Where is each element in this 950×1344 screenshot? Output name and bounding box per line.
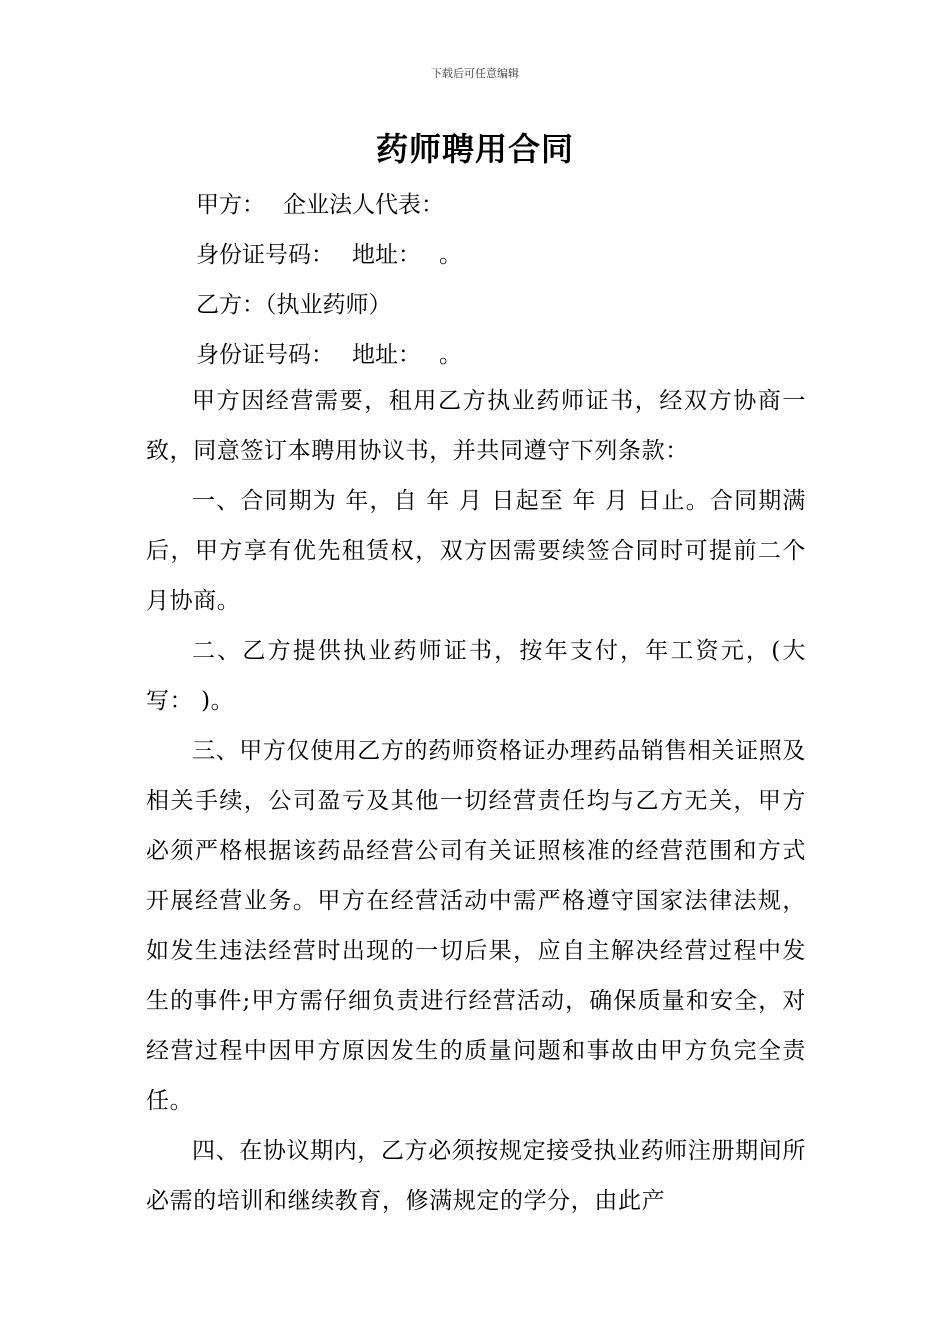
party-b-role: （执业药师） xyxy=(265,292,392,318)
party-info xyxy=(196,180,816,380)
party-a-id-label: 身份证号码： xyxy=(196,242,334,268)
party-a-id-line xyxy=(196,230,816,280)
party-b-label: 乙方： xyxy=(196,292,265,318)
document-title: 药师聘用合同 xyxy=(375,130,574,168)
intro-paragraph: 甲方因经营需要，租用乙方执业药师证书，经双方协商一致，同意签订本聘用协议书，并共同遵守下列条款： xyxy=(146,388,806,464)
clause-4-paragraph: 四、在协议期内，乙方必须按规定接受执业药师注册期间所必需的培训和继续教育，修满规定的学分，由此产 xyxy=(146,1138,806,1214)
party-b-id-end: 。 xyxy=(439,342,462,368)
party-a-rep-label: 企业法人代表： xyxy=(283,192,444,218)
clause-1-paragraph: 一、合同期为 年，自 年 月 日起至 年 月 日止。合同期满后，甲方享有优先租赁权，双方因需要续签合同时可提前二个月协商。 xyxy=(146,488,806,614)
party-a-line xyxy=(196,180,816,230)
contract-body xyxy=(146,376,806,1226)
party-b-id-line xyxy=(196,330,816,380)
party-b-address-label: 地址： xyxy=(352,342,421,368)
party-b-line xyxy=(196,280,816,330)
party-b-id-label: 身份证号码： xyxy=(196,342,334,368)
header-note: 下载后可任意编辑 xyxy=(431,67,519,80)
clause-3-paragraph: 三、甲方仅使用乙方的药师资格证办理药品销售相关证照及相关手续，公司盈亏及其他一切经营责任均与乙方无关，甲方必须严格根据该药品经营公司有关证照核准的经营范围和方式开展经营业务。甲方在经营活动中需严格遵守国家法律法规，如发生违法经营时出现的一切后果，应自主解决经营过程中发生的事件;甲方需仔细负责进行经营活动，确保质量和安全，对经营过程中因甲方原因发生的质量问题和事故由甲方负完全责任。 xyxy=(146,738,806,1114)
party-a-label: 甲方： xyxy=(196,192,265,218)
party-a-address-label: 地址： xyxy=(352,242,421,268)
party-a-id-end: 。 xyxy=(439,242,462,268)
clause-2-paragraph: 二、乙方提供执业药师证书，按年支付，年工资元，(大写： )。 xyxy=(146,638,806,714)
